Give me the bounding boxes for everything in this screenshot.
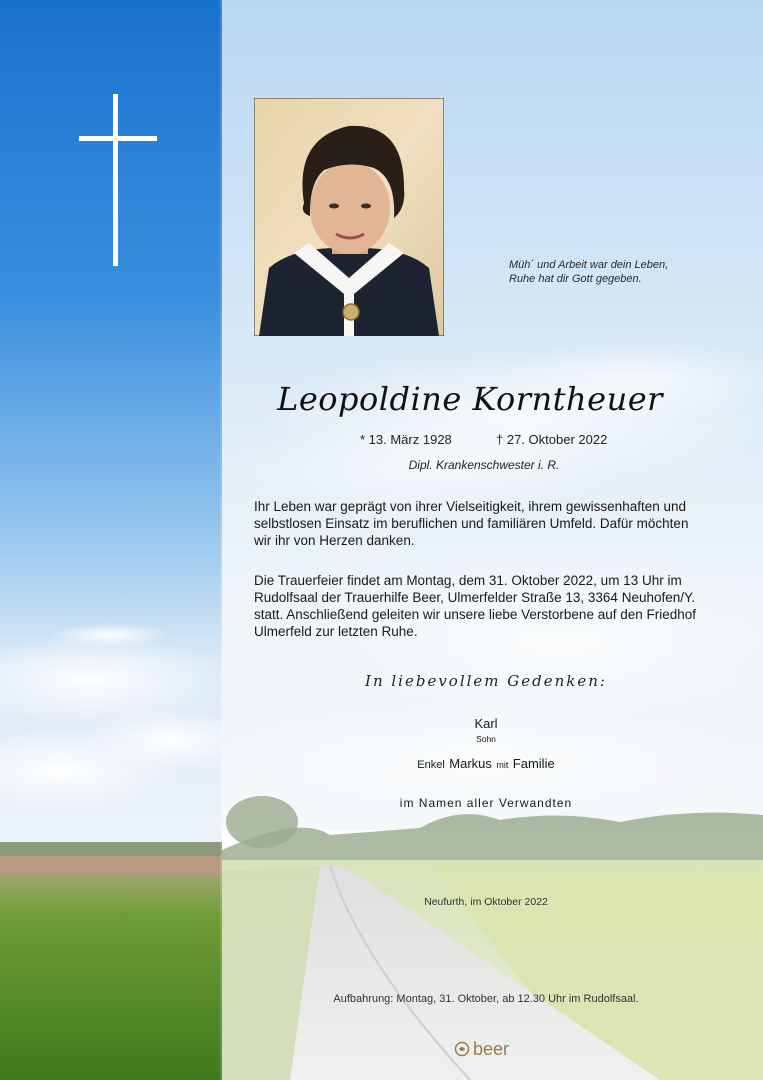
paragraph-line: wir ihr von Herzen danken. <box>254 533 415 548</box>
deceased-name: Leopoldine Korntheuer <box>277 380 663 418</box>
profession: Dipl. Krankenschwester i. R. <box>408 458 560 472</box>
birth-date: * 13. März 1928 <box>360 432 452 447</box>
paragraph-line: Rudolfsaal der Trauerhilfe Beer, Ulmerfelder Straße 13, 3364 Neuhofen/Y. <box>254 590 696 605</box>
son-name: Karl <box>474 716 498 731</box>
logo-text: beer <box>473 1038 510 1059</box>
portrait-photo <box>254 98 444 336</box>
place-date: Neufurth, im Oktober 2022 <box>424 896 548 908</box>
son-relation: Sohn <box>476 734 496 744</box>
grandchild-prefix: Enkel <box>417 759 445 771</box>
cross-icon <box>113 94 118 266</box>
relatives-line: im Namen aller Verwandten <box>399 796 573 810</box>
beer-logo-icon <box>454 1041 470 1057</box>
memorial-quote <box>509 258 729 286</box>
tribute-paragraph <box>254 498 718 549</box>
grandchild-name: Markus <box>449 756 492 771</box>
cross-icon-bar <box>79 136 157 141</box>
paragraph-line: Ihr Leben war geprägt von ihrer Vielseitigkeit, ihrem gewissenhaften und <box>254 499 686 514</box>
quote-line: Ruhe hat dir Gott gegeben. <box>509 273 642 285</box>
grandchild-line <box>254 755 718 773</box>
funeral-home-logo <box>454 1038 509 1060</box>
viewing-info: Aufbahrung: Montag, 31. Oktober, ab 12.30 Uhr im Rudolfsaal. <box>333 993 639 1005</box>
grandchild-family: Familie <box>512 756 555 771</box>
death-date: † 27. Oktober 2022 <box>496 432 608 447</box>
paragraph-line: selbstlosen Einsatz im beruflichen und familiären Umfeld. Dafür möchten <box>254 516 689 531</box>
paragraph-line: Ulmerfeld zur letzten Ruhe. <box>254 624 418 639</box>
grandchild-mit: mit <box>496 760 509 770</box>
quote-line: Müh´ und Arbeit war dein Leben, <box>509 259 669 271</box>
paragraph-line: Die Trauerfeier findet am Montag, dem 31. Oktober 2022, um 13 Uhr im <box>254 573 682 588</box>
mourners-heading: In liebevollem Gedenken: <box>365 672 607 690</box>
paragraph-line: statt. Anschließend geleiten wir unsere liebe Verstorbene auf den Friedhof <box>254 607 697 622</box>
funeral-info-paragraph <box>254 572 718 640</box>
